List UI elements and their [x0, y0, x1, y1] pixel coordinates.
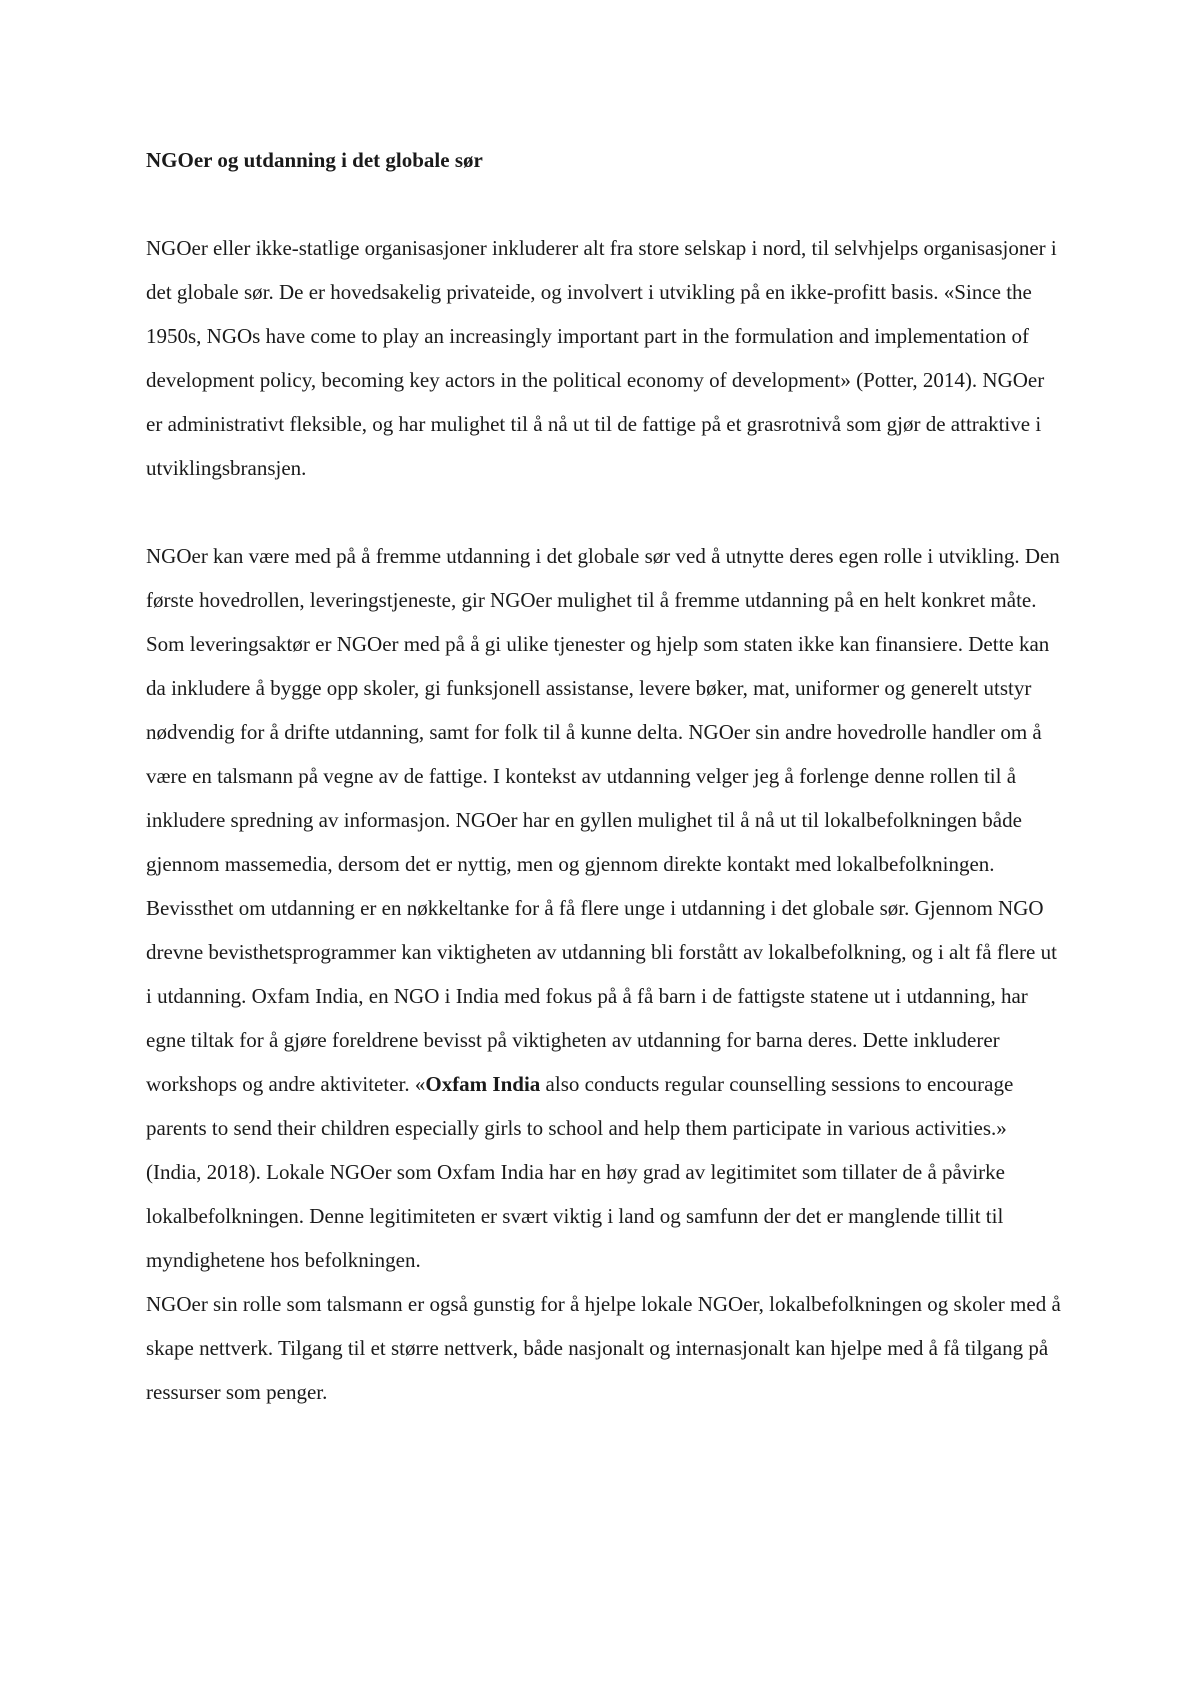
paragraph-network: NGOer sin rolle som talsmann er også gunstig for å hjelpe lokale NGOer, lokalbefolkningen og skoler med å skape nettverk. Tilgang til et større nettverk, både nasjonalt og internasjonalt kan hjelpe med å få tilgang på ressurser som penger.	[146, 1292, 1061, 1404]
paragraph-intro: NGOer eller ikke-statlige organisasjoner inkluderer alt fra store selskap i nord, til selvhjelps organisasjoner i det globale sør. De er hovedsakelig privateide, og involvert i utvikling på en ikke-profitt basis. «Since the 1950s, NGOs have come to play an increasingly important part in the formulation and implementation of development policy, becoming key actors in the political economy of development» (Potter, 2014). NGOer er administrativt fleksible, og har mulighet til å nå ut til de fattige på et grasrotnivå som gjør de attraktive i utviklingsbransjen.	[146, 236, 1057, 480]
oxfam-india-bold: Oxfam India	[425, 1072, 541, 1096]
paragraph-roles	[146, 534, 1064, 1282]
document-page	[146, 138, 1064, 1414]
document-title: NGOer og utdanning i det globale sør	[146, 148, 483, 172]
paragraph-roles-text-a: NGOer kan være med på å fremme utdanning i det globale sør ved å utnytte deres egen rolle i utvikling. Den første hovedrollen, leveringstjeneste, gir NGOer mulighet til å fremme utdanning på en helt konkret måte. Som leveringsaktør er NGOer med på å gi ulike tjenester og hjelp som staten ikke kan finansiere. Dette kan da inkludere å bygge opp skoler, gi funksjonell assistanse, levere bøker, mat, uniformer og generelt utstyr nødvendig for å drifte utdanning, samt for folk til å kunne delta. NGOer sin andre hovedrolle handler om å være en talsmann på vegne av de fattige. I kontekst av utdanning velger jeg å forlenge denne rollen til å inkludere spredning av informasjon. NGOer har en gyllen mulighet til å nå ut til lokalbefolkningen både gjennom massemedia, dersom det er nyttig, men og gjennom direkte kontakt med lokalbefolkningen. Bevissthet om utdanning er en nøkkeltanke for å få flere unge i utdanning i det globale sør. Gjennom NGO drevne bevisthetsprogrammer kan viktigheten av utdanning bli forstått av lokalbefolkning, og i alt få flere ut i utdanning. Oxfam India, en NGO i India med fokus på å få barn i de fattigste statene ut i utdanning, har egne tiltak for å gjøre foreldrene bevisst på viktigheten av utdanning for barna deres. Dette inkluderer workshops og andre aktiviteter. «	[146, 544, 1060, 1096]
paragraph-roles-text-b: also conducts regular counselling sessions to encourage parents to send their children especially girls to school and help them participate in various activities.» (India, 2018). Lokale NGOer som Oxfam India har en høy grad av legitimitet som tillater de å påvirke lokalbefolkningen. Denne legitimiteten er svært viktig i land og samfunn der det er manglende tillit til myndighetene hos befolkningen.	[146, 1072, 1014, 1272]
paragraph-spacer	[146, 490, 1064, 534]
